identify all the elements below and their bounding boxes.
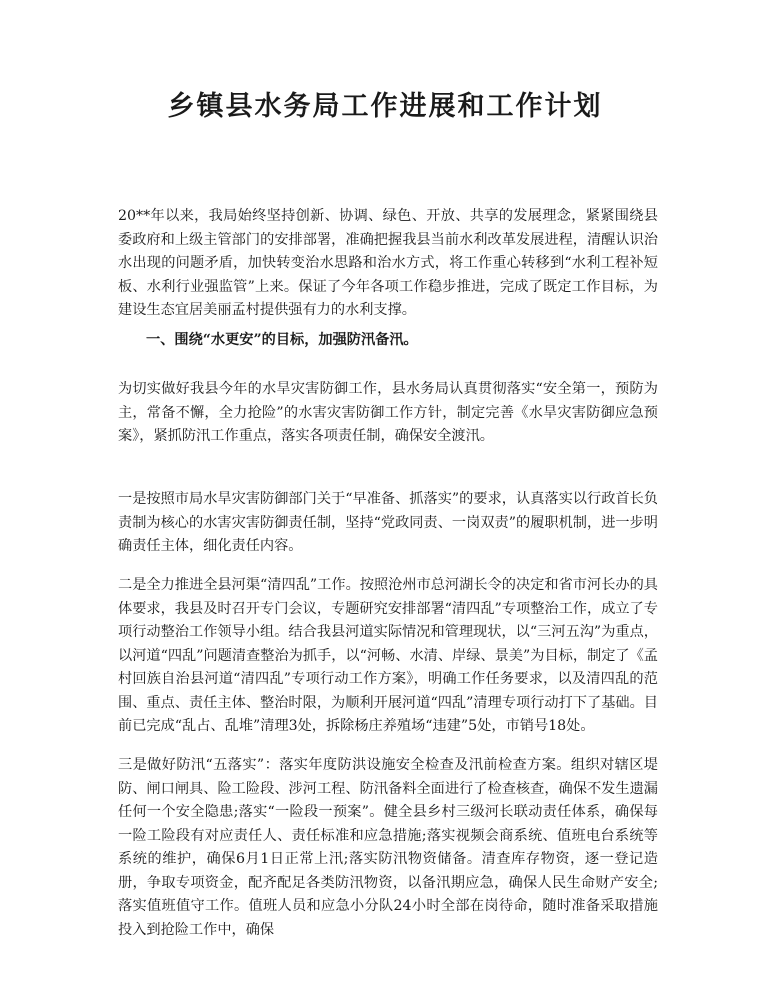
body-paragraph: 一是按照市局水旱灾害防御部门关于“早准备、抓落实”的要求，认真落实以行政首长负责制为核心的水害灾害防御责任制，坚持“党政同责、一岗双责”的履职机制，进一步明确责任主体，细化责任内容。 (118, 491, 658, 554)
body-paragraph: 三是做好防汛“五落实”：落实年度防洪设施安全检查及汛前检查方案。组织对辖区堤防、闸口闸具、险工险段、涉河工程、防汛备料全面进行了检查核查，确保不发生遗漏任何一个安全隐患;落实“一险段一预案”。健全县乡村三级河长联动责任体系，确保每一险工险段有对应责任人、责任标准和应急措施;落实视频会商系统、值班电台系统等系统的维护，确保6月1日正常上汛;落实防汛物资储备。清查库存物资，逐一登记造册，争取专项资金，配齐配足各类防汛物资，以备汛期应急，确保人民生命财产安全;落实值班值守工作。值班人员和应急小分队24小时全部在岗待命，随时准备采取措施投入到抢险工作中，确保 (118, 757, 658, 938)
body-paragraph: 为切实做好我县今年的水旱灾害防御工作，县水务局认真贯彻落实“安全第一，预防为主，常备不懈，全力抢险”的水害灾害防御工作方针，制定完善《水旱灾害防御应急预案》，紧抓防汛工作重点，落实各项责任制，确保安全渡汛。 (118, 381, 658, 444)
intro-paragraph: 20**年以来，我局始终坚持创新、协调、绿色、开放、共享的发展理念，紧紧围绕县委政府和上级主管部门的安排部署，准确把握我县当前水利改革发展进程，清醒认识治水出现的问题矛盾，加快转变治水思路和治水方式，将工作重心转移到“水利工程补短板、水利行业强监管”上来。保证了今年各项工作稳步推进，完成了既定工作目标，为建设生态宜居美丽孟村提供强有力的水利支撑。 (118, 208, 658, 318)
section-heading: 一、围绕“水更安”的目标，加强防汛备汛。 (146, 332, 418, 348)
document-title: 乡镇县水务局工作进展和工作计划 (167, 91, 603, 122)
body-paragraph: 二是全力推进全县河渠“清四乱”工作。按照沧州市总河湖长令的决定和省市河长办的具体要求，我县及时召开专门会议，专题研究安排部署“清四乱”专项整治工作，成立了专项行动整治工作领导小组。结合我县河道实际情况和管理现状，以“三河五沟”为重点，以河道“四乱”问题清查整治为抓手，以“河畅、水清、岸绿、景美”为目标，制定了《孟村回族自治县河道“清四乱”专项行动工作方案》，明确工作任务要求，以及清四乱的范围、重点、责任主体、整治时限，为顺利开展河道“四乱”清理专项行动打下了基础。目前已完成“乱占、乱堆”清理3处，拆除杨庄养殖场“违建”5处，市销号18处。 (118, 577, 658, 734)
